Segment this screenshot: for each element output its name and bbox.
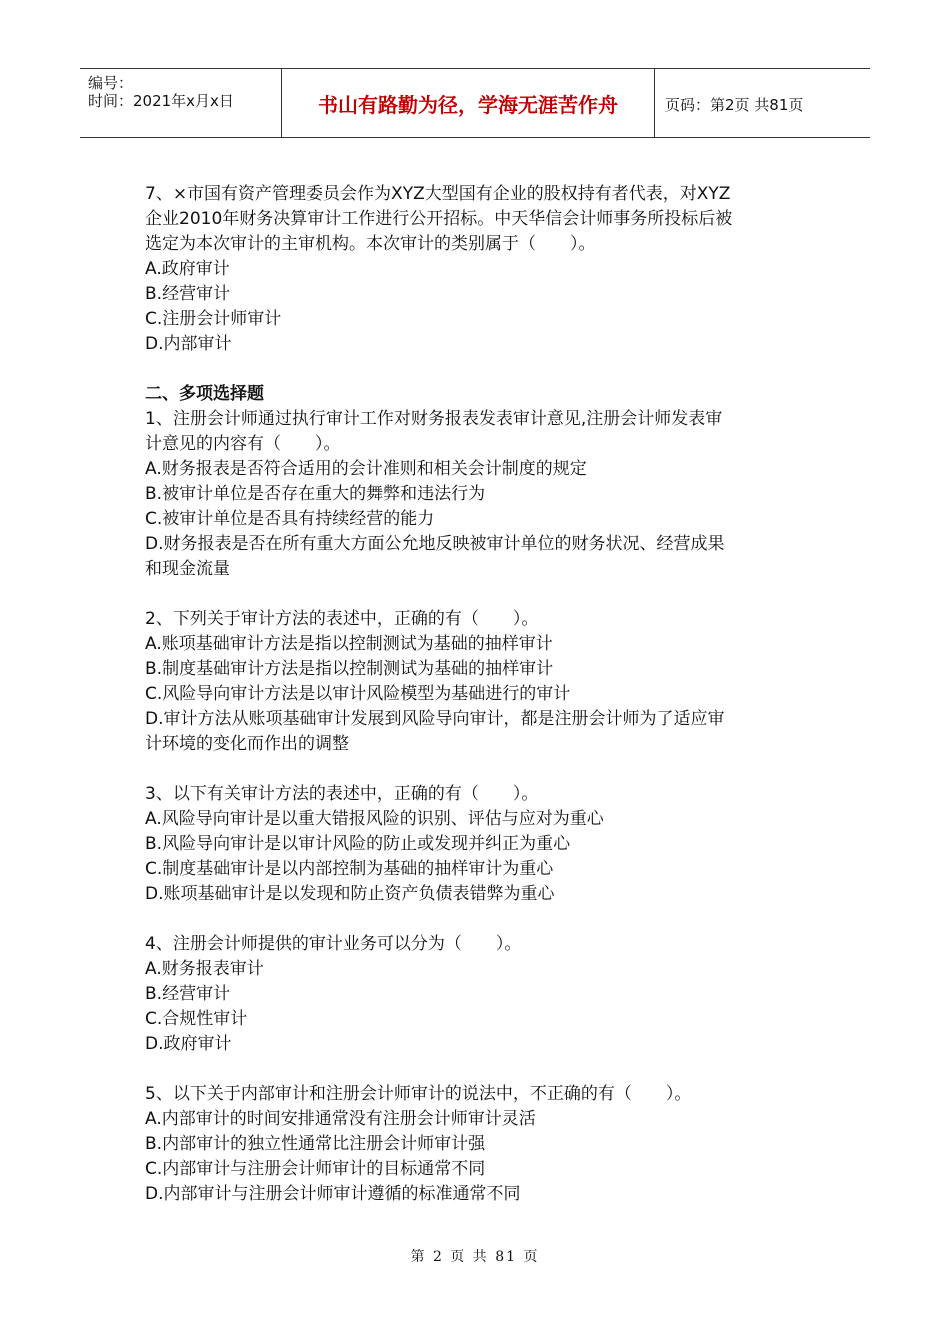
header-page-cell [655, 69, 870, 137]
question-m1 [145, 407, 815, 582]
option-b: B.风险导向审计是以审计风险的防止或发现并纠正为重心 [145, 834, 571, 854]
option-d: D.政府审计 [145, 1034, 232, 1054]
question-text: 4、注册会计师提供的审计业务可以分为（ ）。 [145, 934, 522, 954]
question-text: 计意见的内容有（ ）。 [145, 434, 341, 454]
page-footer: 第 2 页 共 81 页 [410, 1249, 540, 1265]
option-c: C.风险导向审计方法是以审计风险模型为基础进行的审计 [145, 684, 571, 704]
option-d: D.账项基础审计是以发现和防止资产负债表错弊为重心 [145, 884, 555, 904]
question-text: 3、以下有关审计方法的表述中，正确的有（ ）。 [145, 784, 539, 804]
header-page-number: 页码：第2页 共81页 [665, 96, 804, 114]
document-date-label: 时间：2021年x月x日 [88, 92, 234, 110]
option-a: A.政府审计 [145, 259, 230, 279]
option-d: D.内部审计 [145, 334, 232, 354]
option-c: C.内部审计与注册会计师审计的目标通常不同 [145, 1159, 486, 1179]
option-d-continued: 计环境的变化而作出的调整 [145, 734, 349, 754]
document-body [145, 182, 815, 1207]
option-a: A.风险导向审计是以重大错报风险的识别、评估与应对为重心 [145, 809, 604, 829]
section-title-multiple-choice: 二、多项选择题 [145, 384, 264, 404]
option-a: A.财务报表是否符合适用的会计准则和相关会计制度的规定 [145, 459, 587, 479]
option-a: A.财务报表审计 [145, 959, 264, 979]
option-b: B.经营审计 [145, 284, 231, 304]
option-d: D.审计方法从账项基础审计发展到风险导向审计，都是注册会计师为了适应审 [145, 709, 725, 729]
option-a: A.账项基础审计方法是指以控制测试为基础的抽样审计 [145, 634, 553, 654]
question-text: 选定为本次审计的主审机构。本次审计的类别属于（ ）。 [145, 234, 596, 254]
option-c: C.被审计单位是否具有持续经营的能力 [145, 509, 435, 529]
page-header [80, 68, 870, 138]
option-a: A.内部审计的时间安排通常没有注册会计师审计灵活 [145, 1109, 536, 1129]
header-meta-cell [80, 69, 282, 137]
option-b: B.经营审计 [145, 984, 231, 1004]
question-m2 [145, 607, 815, 757]
option-d: D.财务报表是否在所有重大方面公允地反映被审计单位的财务状况、经营成果 [145, 534, 725, 554]
option-d-continued: 和现金流量 [145, 559, 230, 579]
question-text: 7、×市国有资产管理委员会作为XYZ大型国有企业的股权持有者代表，对XYZ [145, 184, 731, 204]
document-number-label: 编号： [88, 74, 134, 92]
question-m5 [145, 1082, 815, 1207]
option-b: B.内部审计的独立性通常比注册会计师审计强 [145, 1134, 486, 1154]
header-motto-cell [282, 69, 655, 137]
option-c: C.合规性审计 [145, 1009, 248, 1029]
option-b: B.制度基础审计方法是指以控制测试为基础的抽样审计 [145, 659, 554, 679]
option-c: C.注册会计师审计 [145, 309, 282, 329]
option-c: C.制度基础审计是以内部控制为基础的抽样审计为重心 [145, 859, 554, 879]
question-m4 [145, 932, 815, 1057]
question-text: 2、下列关于审计方法的表述中，正确的有（ ）。 [145, 609, 539, 629]
question-text: 5、以下关于内部审计和注册会计师审计的说法中，不正确的有（ ）。 [145, 1084, 692, 1104]
option-d: D.内部审计与注册会计师审计遵循的标准通常不同 [145, 1184, 521, 1204]
header-motto: 书山有路勤为径，学海无涯苦作舟 [318, 93, 618, 117]
question-text: 企业2010年财务决算审计工作进行公开招标。中天华信会计师事务所投标后被 [145, 209, 733, 229]
question-text: 1、注册会计师通过执行审计工作对财务报表发表审计意见,注册会计师发表审 [145, 409, 723, 429]
question-m3 [145, 782, 815, 907]
question-7 [145, 182, 815, 357]
option-b: B.被审计单位是否存在重大的舞弊和违法行为 [145, 484, 486, 504]
